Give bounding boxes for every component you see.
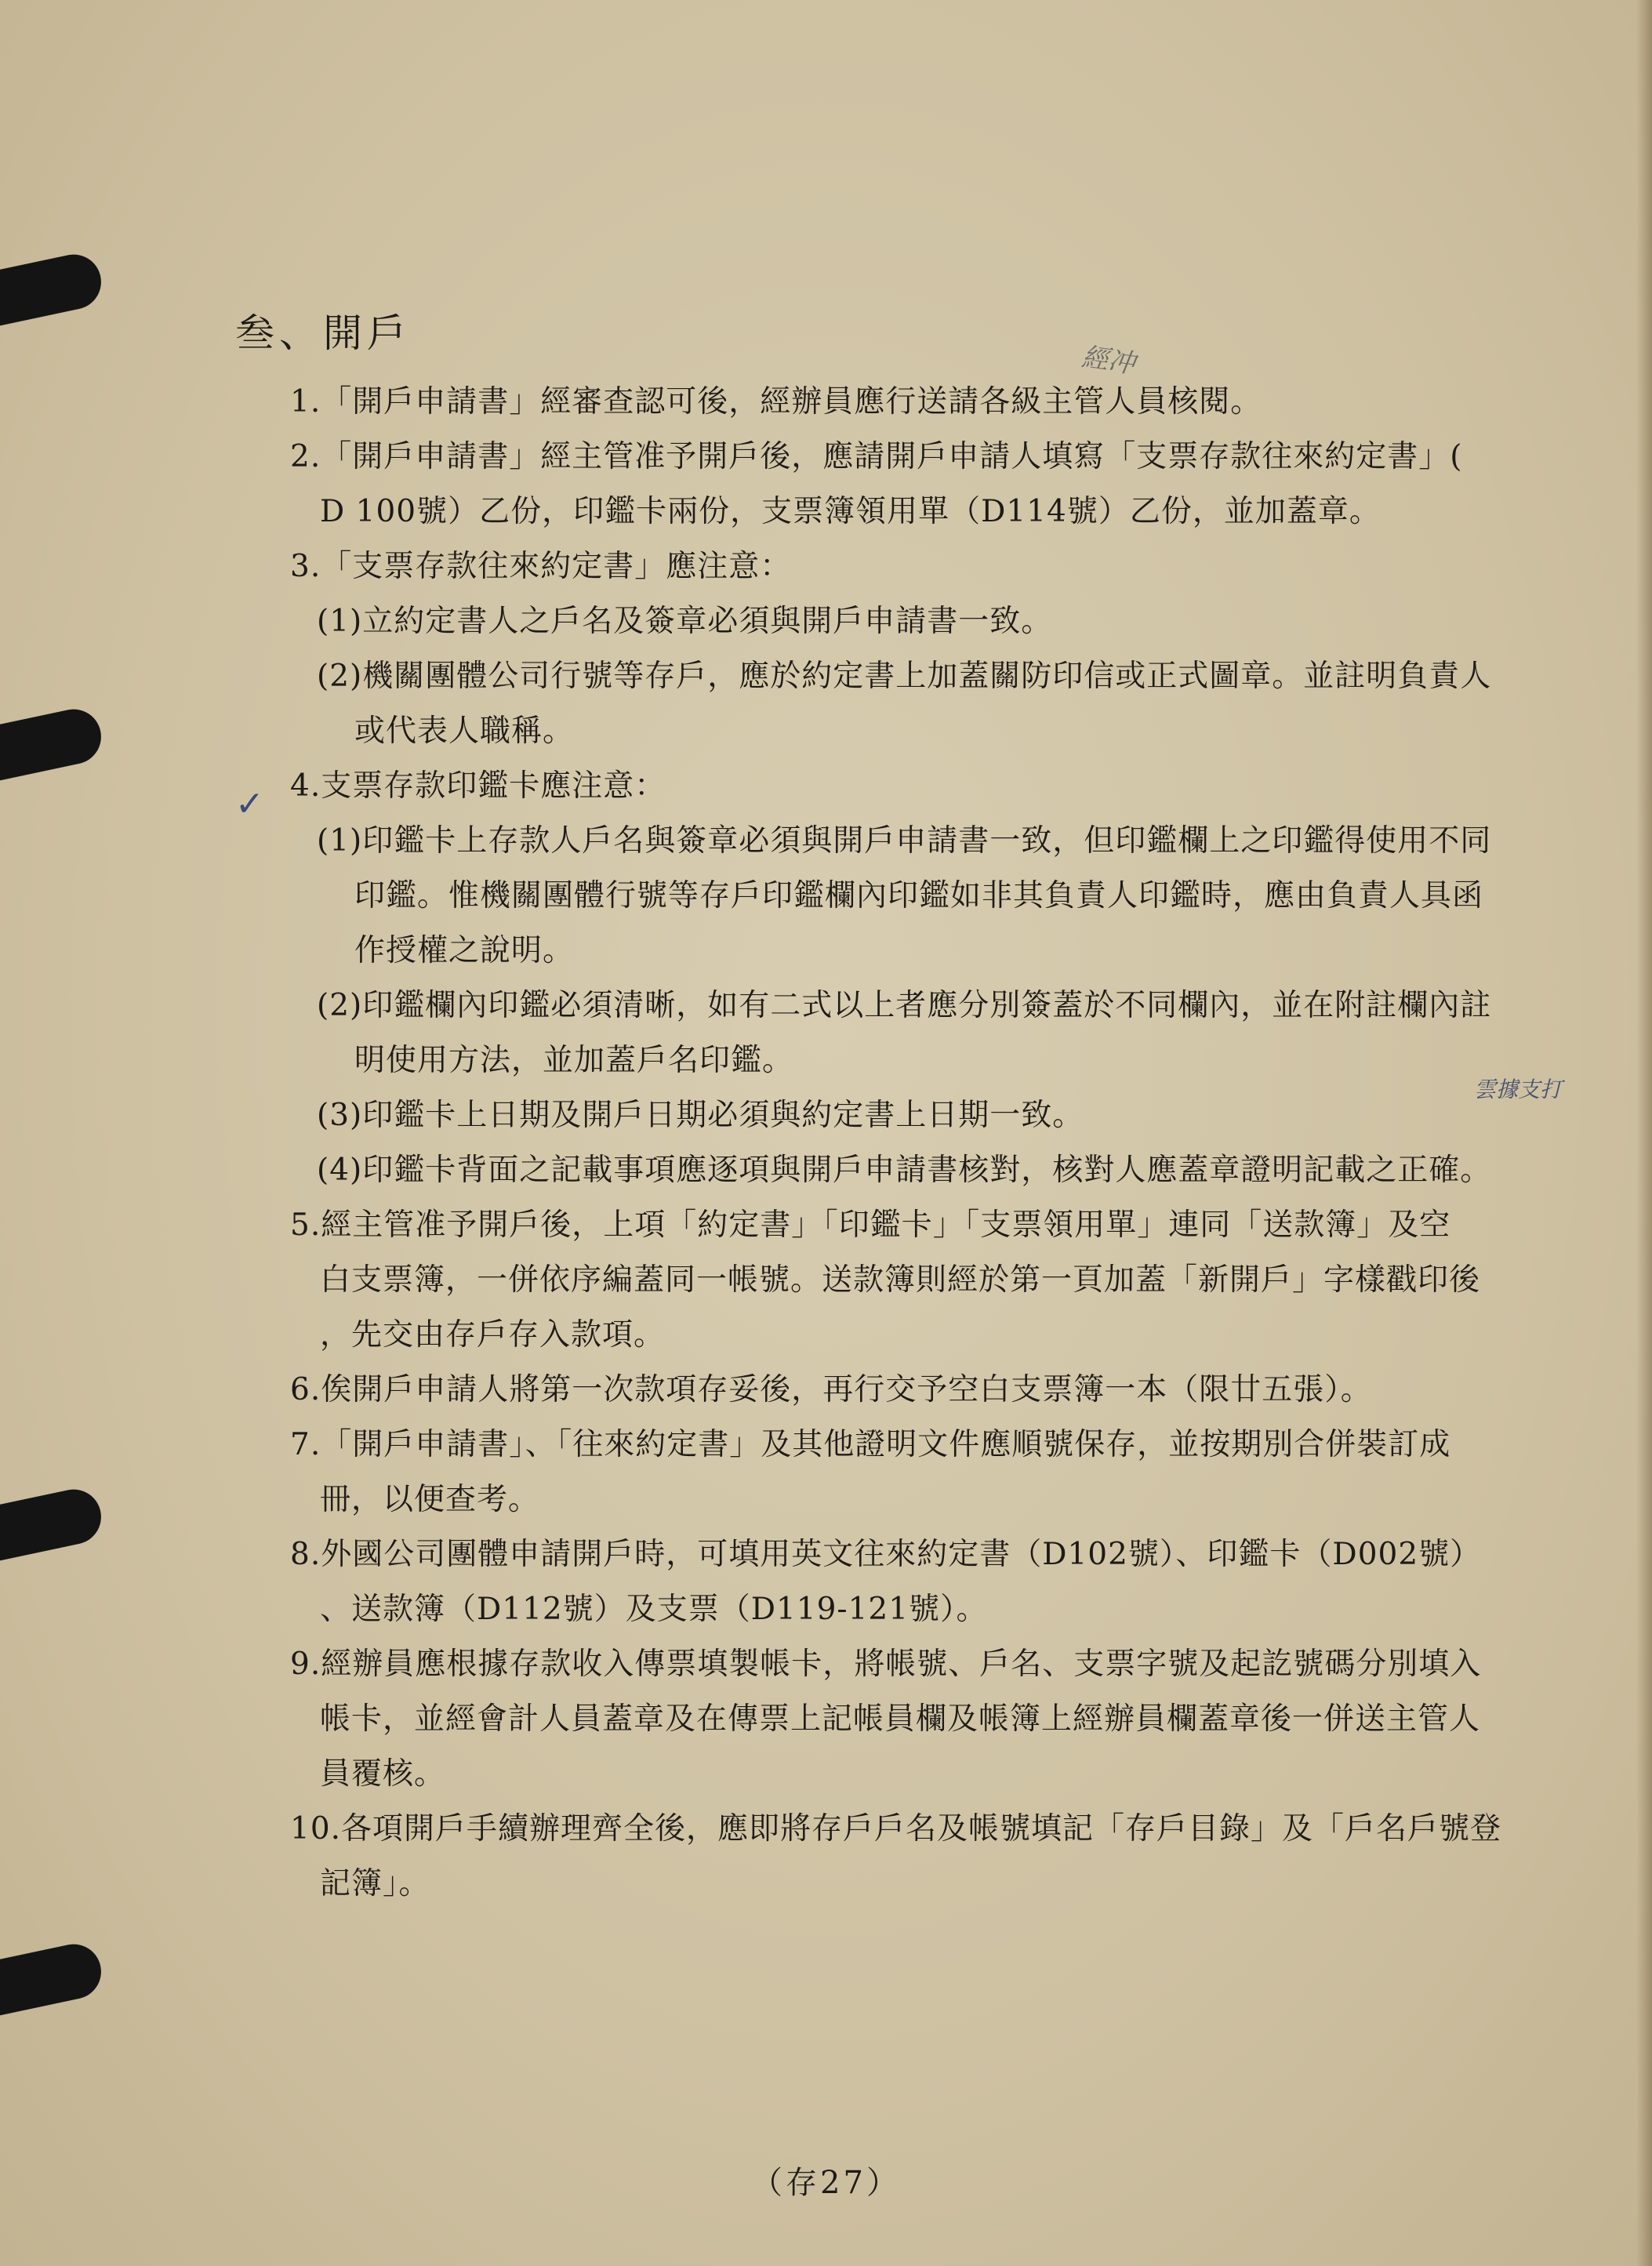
list-item-continuation	[290, 1747, 1529, 1802]
list-item	[290, 1418, 1529, 1473]
item-text: 印鑑卡上存款人戶名與簽章必須與開戶申請書一致，但印鑑欄上之印鑑得使用不同	[362, 823, 1492, 859]
item-number: 4.	[290, 768, 321, 804]
list-item-continuation	[290, 924, 1529, 979]
item-text: 、送款簿（D112號）及支票（D119-121號）。	[320, 1592, 988, 1627]
list-item	[290, 1143, 1529, 1198]
list-item-continuation	[290, 1473, 1529, 1527]
item-number: 2.	[290, 439, 321, 474]
item-text: 白支票簿，一併依序編蓋同一帳號。送款簿則經於第一頁加蓋「新開戶」字樣戳印後	[320, 1262, 1481, 1298]
item-text: 「開戶申請書」、「往來約定書」及其他證明文件應順號保存，並按期別合併裝訂成	[321, 1427, 1451, 1462]
list-item	[290, 594, 1529, 649]
binding-ring	[0, 704, 106, 786]
list-item	[290, 1198, 1529, 1253]
item-number: 9.	[290, 1647, 321, 1682]
item-text: 「開戶申請書」經審查認可後，經辦員應行送請各級主管人員核閱。	[321, 384, 1262, 419]
item-number: 10.	[290, 1811, 342, 1847]
list-item	[290, 1637, 1529, 1692]
item-text: 或代表人職稱。	[354, 714, 575, 749]
item-text: 記簿」。	[320, 1866, 430, 1901]
item-text: 印鑑。惟機關團體行號等存戶印鑑欄內印鑑如非其負責人印鑑時，應由負責人具函	[354, 878, 1484, 913]
list-item	[290, 1527, 1529, 1582]
item-text: ，先交由存戶存入款項。	[320, 1317, 666, 1353]
item-text: 明使用方法，並加蓋戶名印鑑。	[354, 1043, 794, 1078]
list-item-continuation	[290, 1253, 1529, 1308]
check-mark: ✓	[235, 784, 264, 824]
item-number: (3)	[317, 1098, 363, 1133]
page-edge-shadow	[1636, 0, 1652, 2266]
list-item	[290, 814, 1529, 869]
item-number: (2)	[317, 988, 363, 1023]
document-body	[290, 375, 1529, 1912]
item-text: 各項開戶手續辦理齊全後，應即將存戶戶名及帳號填記「存戶目錄」及「戶名戶號登	[341, 1811, 1502, 1847]
list-item	[290, 1802, 1529, 1857]
item-text: 機關團體公司行號等存戶，應於約定書上加蓋關防印信或正式圖章。並註明負責人	[362, 659, 1492, 694]
item-number: (1)	[317, 823, 363, 859]
list-item-continuation	[290, 1308, 1529, 1363]
item-text: 經辦員應根據存款收入傳票填製帳卡，將帳號、戶名、支票字號及起訖號碼分別填入	[321, 1647, 1482, 1682]
binding-ring	[0, 249, 106, 331]
item-number: 7.	[290, 1427, 321, 1462]
item-number: 6.	[290, 1372, 321, 1407]
list-item-continuation	[290, 1582, 1529, 1637]
section-title: 叁、開戶	[235, 310, 411, 356]
item-number: 3.	[290, 549, 321, 584]
item-text: 「開戶申請書」經主管准予開戶後，應請開戶申請人填寫「支票存款往來約定書」(	[321, 439, 1463, 474]
item-text: 俟開戶申請人將第一次款項存妥後，再行交予空白支票簿一本（限廿五張）。	[321, 1372, 1372, 1407]
binding-ring	[0, 1484, 106, 1566]
item-text: 立約定書人之戶名及簽章必須與開戶申請書一致。	[362, 604, 1053, 639]
list-item	[290, 539, 1529, 594]
item-text: 經主管准予開戶後，上項「約定書」「印鑑卡」「支票領用單」連同「送款簿」及空	[321, 1207, 1451, 1243]
item-number: 1.	[290, 384, 321, 419]
item-text: 印鑑卡背面之記載事項應逐項與開戶申請書核對，核對人應蓋章證明記載之正確。	[362, 1153, 1492, 1188]
item-text: 外國公司團體申請開戶時，可填用英文往來約定書（D102號）、印鑑卡（D002號）	[321, 1537, 1482, 1572]
item-text: 「支票存款往來約定書」應注意：	[321, 549, 792, 584]
item-number: 5.	[290, 1207, 321, 1243]
list-item	[290, 1088, 1529, 1143]
list-item-continuation	[290, 485, 1529, 539]
list-item-continuation	[290, 1692, 1529, 1747]
item-text: 員覆核。	[320, 1756, 446, 1792]
item-text: 印鑑欄內印鑑必須清晰，如有二式以上者應分別簽蓋於不同欄內，並在附註欄內註	[362, 988, 1492, 1023]
page-number: （存27）	[751, 2165, 901, 2201]
list-item	[290, 649, 1529, 704]
item-text: 印鑑卡上日期及開戶日期必須與約定書上日期一致。	[362, 1098, 1084, 1133]
list-item	[290, 430, 1529, 485]
list-item-continuation	[290, 1033, 1529, 1088]
item-text: 帳卡，並經會計人員蓋章及在傳票上記帳員欄及帳簿上經辦員欄蓋章後一併送主管人	[320, 1701, 1481, 1737]
item-number: (4)	[317, 1153, 363, 1188]
list-item	[290, 375, 1529, 430]
item-text: 支票存款印鑑卡應注意：	[321, 768, 666, 804]
item-number: (2)	[317, 659, 363, 694]
list-item	[290, 759, 1529, 814]
handwritten-note: 雲據支打	[1474, 1077, 1563, 1102]
list-item-continuation	[290, 704, 1529, 759]
list-item-continuation	[290, 1857, 1529, 1912]
item-number: 8.	[290, 1537, 321, 1572]
list-item	[290, 979, 1529, 1033]
item-text: 冊，以便查考。	[320, 1482, 540, 1517]
item-text: D 100號）乙份，印鑑卡兩份，支票簿領用單（D114號）乙份，並加蓋章。	[320, 494, 1381, 529]
handwritten-note: 經冲	[1080, 341, 1137, 380]
binding-ring	[0, 1939, 106, 2021]
list-item-continuation	[290, 869, 1529, 924]
item-text: 作授權之說明。	[354, 933, 575, 968]
list-item	[290, 1363, 1529, 1418]
item-number: (1)	[317, 604, 363, 639]
